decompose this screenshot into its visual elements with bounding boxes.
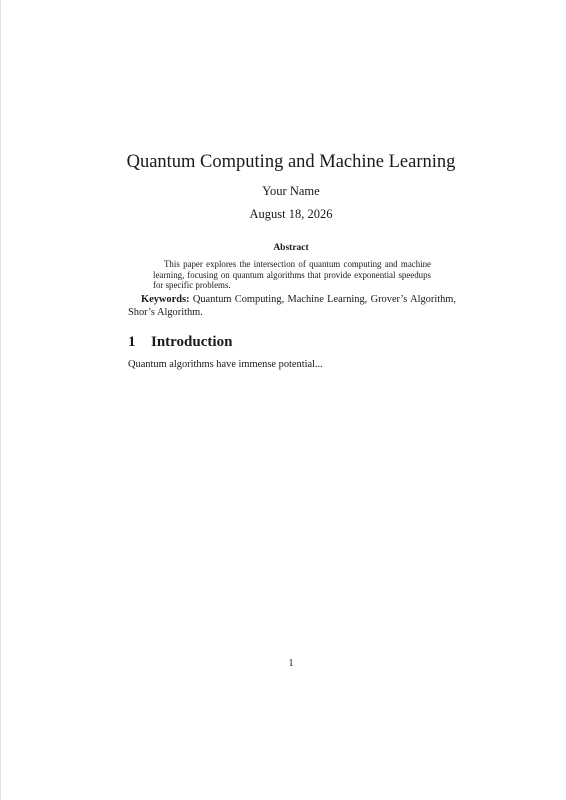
keywords-paragraph (128, 294, 456, 320)
section-heading-introduction (128, 333, 232, 351)
section-title: Introduction (151, 334, 233, 350)
abstract-heading: Abstract (273, 243, 309, 253)
paper-date: August 18, 2026 (249, 207, 333, 221)
abstract-text: This paper explores the intersection of quantum computing and machine learning, focusing on quantum algorithms that provide exponential speedups for specific problems. (153, 259, 431, 291)
section-number: 1 (128, 334, 136, 350)
paper-author: Your Name (262, 184, 320, 198)
section-body-text: Quantum algorithms have immense potential... (128, 359, 323, 370)
keywords-label: Keywords: (141, 294, 190, 305)
page-number: 1 (288, 658, 294, 669)
keywords-text: Quantum Computing, Machine Learning, Grover’s Algorithm, Shor’s Algorithm. (128, 294, 456, 318)
paper-title: Quantum Computing and Machine Learning (126, 152, 456, 172)
